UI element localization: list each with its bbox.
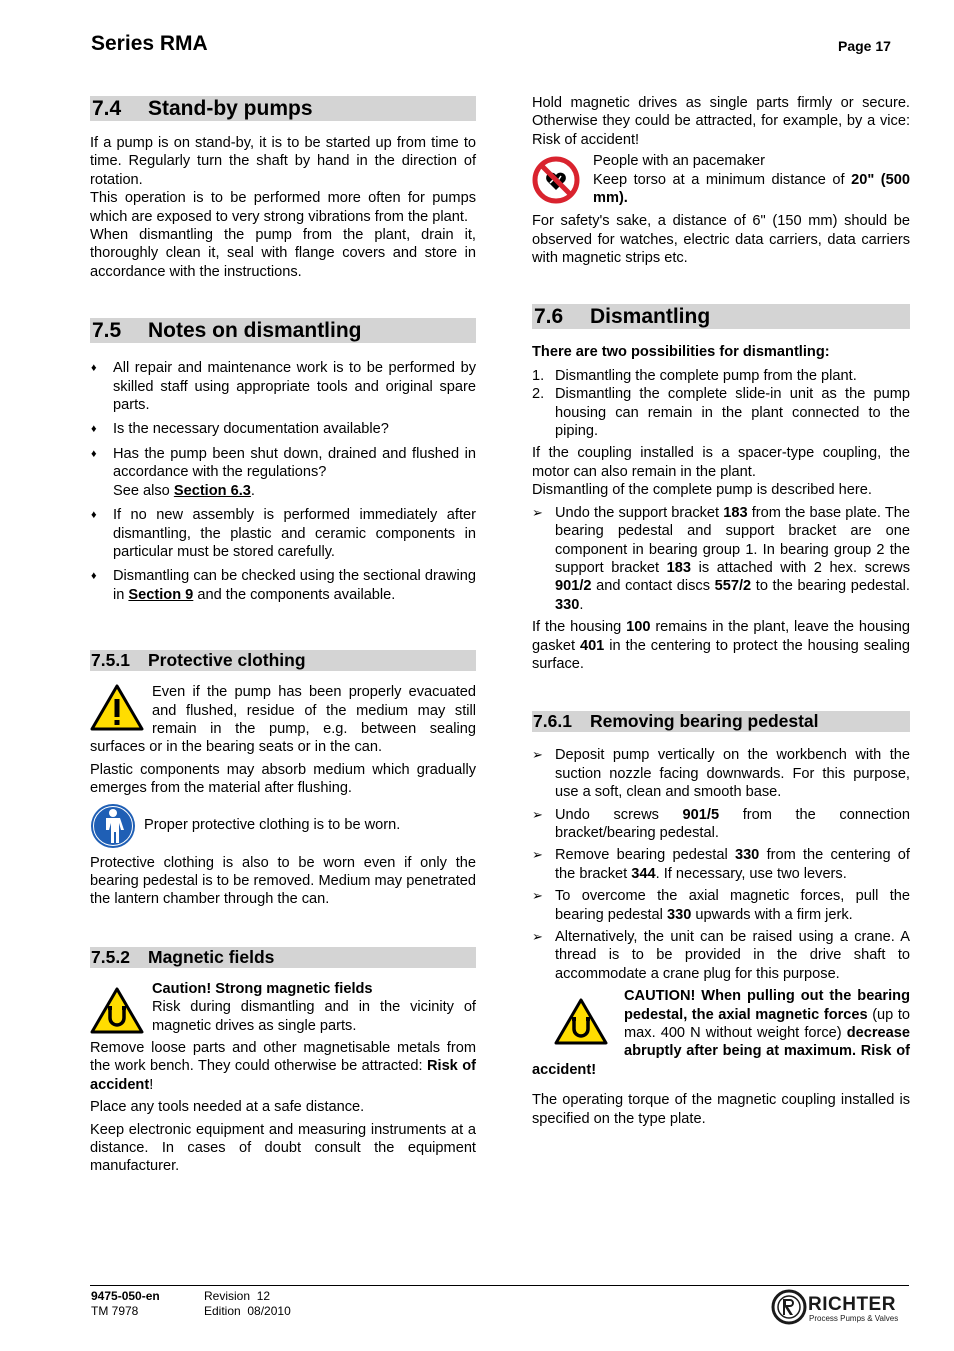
list-item: ♦ Dismantling can be checked using the sectional drawing in Section 9 and the components available. — [90, 567, 476, 604]
list-item: ♦ If no new assembly is performed immediately after dismantling, the plastic and ceramic components in particular must be stored carefully. — [90, 506, 476, 561]
page-number: Page 17 — [838, 38, 891, 54]
support-bracket-list — [532, 504, 910, 614]
list-item: 2. Dismantling the complete slide-in unit as the pump housing can remain in the plant connected to the piping. — [532, 386, 910, 440]
tools-paragraph: Place any tools needed at a safe distance. — [90, 1099, 365, 1116]
left-column — [90, 96, 476, 1176]
list-item: ➢ Undo screws 901/5 from the connection bracket/bearing pedestal. — [532, 806, 910, 843]
section-9-link[interactable]: Section 9 — [128, 586, 194, 603]
pacemaker-warning: People with an pacemaker Keep torso at a minimum distance of 20" (500 mm). — [532, 152, 910, 208]
removing-pedestal-list — [532, 746, 910, 983]
list-item: ♦ Has the pump been shut down, drained and flushed in accordance with the regulations? See also Section 6.3. — [90, 445, 476, 500]
safety-distance-paragraph: For safety's sake, a distance of 6" (150 mm) should be observed for watches, electric data carriers, data carriers with magnetic strips etc. — [532, 213, 910, 267]
section-7-6-1-heading: 7.6.1 Removing bearing pedestal — [532, 711, 910, 732]
protective-clothing-paragraph: Protective clothing is also to be worn even if only the bearing pedestal is to be removed. Medium may penetrated the lantern chamber through the can. — [90, 854, 476, 908]
list-item: ➢ To overcome the axial magnetic forces, pull the bearing pedestal 330 upwards with a firm jerk. — [532, 887, 910, 924]
pacemaker-prohibited-icon — [532, 156, 580, 204]
complete-pump-paragraph: Dismantling of the complete pump is described here. — [532, 482, 872, 499]
electronic-equipment-paragraph: Keep electronic equipment and measuring instruments at a distance. In cases of doubt consult the equipment manufacturer. — [90, 1121, 476, 1175]
magnetic-force-caution: CAUTION! When pulling out the bearing pedestal, the axial magnetic forces (up to max. 400 N without weight force) decrease abruptly after being at maximum. Risk of accident! — [532, 988, 910, 1078]
magnetic-field-warning: Caution! Strong magnetic fields Risk during dismantling and in the vicinity of magnetic drives as single parts. — [90, 980, 476, 1035]
section-7-6-heading: 7.6 Dismantling — [532, 304, 910, 329]
operating-torque-paragraph: The operating torque of the magnetic coupling installed is specified on the type plate. — [532, 1092, 910, 1127]
warning-triangle-icon — [90, 683, 144, 731]
dismantling-options-list — [532, 367, 910, 441]
richter-logo-icon — [771, 1289, 807, 1325]
list-item: ➢ Remove bearing pedestal 330 from the centering of the bracket 344. If necessary, use two levers. — [532, 846, 910, 883]
dismantling-intro: There are two possibilities for dismantling: — [532, 344, 830, 361]
footer-divider — [90, 1285, 909, 1286]
richter-logo: RICHTER Process Pumps & Valves — [771, 1288, 907, 1326]
revision: Revision 12 — [204, 1289, 271, 1303]
protective-clothing-notice: Proper protective clothing is to be worn. — [90, 802, 476, 850]
list-item: ♦ All repair and maintenance work is to be performed by skilled staff using appropriate tools and original spare parts. — [90, 359, 476, 414]
protective-suit-icon — [90, 803, 136, 849]
list-item: ➢ Undo the support bracket 183 from the base plate. The bearing pedestal and support bracket are one component in bearing group 1. In bearing group 2 the support bracket 183 is attached with 2 hex. screws 901/2 and contact discs 557/2 to the bearing pedestal. 330. — [532, 504, 910, 614]
plastic-components-paragraph: Plastic components may absorb medium which gradually emerges from the material after flushing. — [90, 761, 476, 797]
loose-parts-paragraph: Remove loose parts and other magnetisable metals from the work bench. They could otherwise be attracted: Risk of accident! — [90, 1040, 476, 1093]
dismantling-notes-list — [90, 359, 476, 604]
edition: Edition 08/2010 — [204, 1304, 291, 1318]
section-7-5-2-heading: 7.5.2 Magnetic fields — [90, 947, 476, 968]
right-column — [532, 94, 910, 1128]
section-7-5-1-heading: 7.5.1 Protective clothing — [90, 650, 476, 671]
section-7-4-heading: 7.4 Stand-by pumps — [90, 96, 476, 121]
list-item: ♦ Is the necessary documentation available? — [90, 420, 476, 438]
tm-number: TM 7978 — [91, 1304, 139, 1318]
housing-paragraph: If the housing 100 remains in the plant, leave the housing gasket 401 in the centering to protect the housing sealing surface. — [532, 619, 910, 672]
list-item: ➢ Alternatively, the unit can be raised using a crane. A thread is to be provided in the drive shaft to accommodate a crane plug for this purpose. — [532, 928, 910, 983]
section-6-3-link[interactable]: Section 6.3 — [173, 482, 251, 499]
magnetic-field-icon — [554, 997, 608, 1045]
list-item: 1. Dismantling the complete pump from the plant. — [532, 367, 857, 384]
document-number: 9475-050-en — [91, 1289, 160, 1303]
standby-paragraph-1: If a pump is on stand-by, it is to be started up from time to time. Regularly turn the shaft by hand in the direction of rotation. — [90, 135, 476, 188]
list-item: ➢ Deposit pump vertically on the workbench with the suction nozzle facing downwards. For this purpose, use a soft, clean and smooth base. — [532, 746, 910, 801]
standby-paragraph-2: This operation is to be performed more often for pumps which are exposed to very strong vibrations from the plant. — [90, 190, 476, 225]
standby-paragraph-3: When dismantling the pump from the plant, drain it, thoroughly clean it, seal with flange covers and store in accordance with the instructions. — [90, 227, 476, 280]
section-7-5-heading: 7.5 Notes on dismantling — [90, 318, 476, 343]
protective-clothing-warning: Even if the pump has been properly evacuated and flushed, residue of the medium may still remain in the pump, e.g. between sealing surfaces or in the bearing seats or in the can. — [90, 684, 476, 756]
coupling-paragraph: If the coupling installed is a spacer-type coupling, the motor can also remain in the plant. — [532, 445, 910, 480]
hold-drives-paragraph: Hold magnetic drives as single parts firmly or secure. Otherwise they could be attracted, for example, by a vice: Risk of accident! — [532, 95, 910, 148]
document-title: Series RMA — [91, 32, 208, 55]
magnetic-field-icon — [90, 986, 144, 1034]
